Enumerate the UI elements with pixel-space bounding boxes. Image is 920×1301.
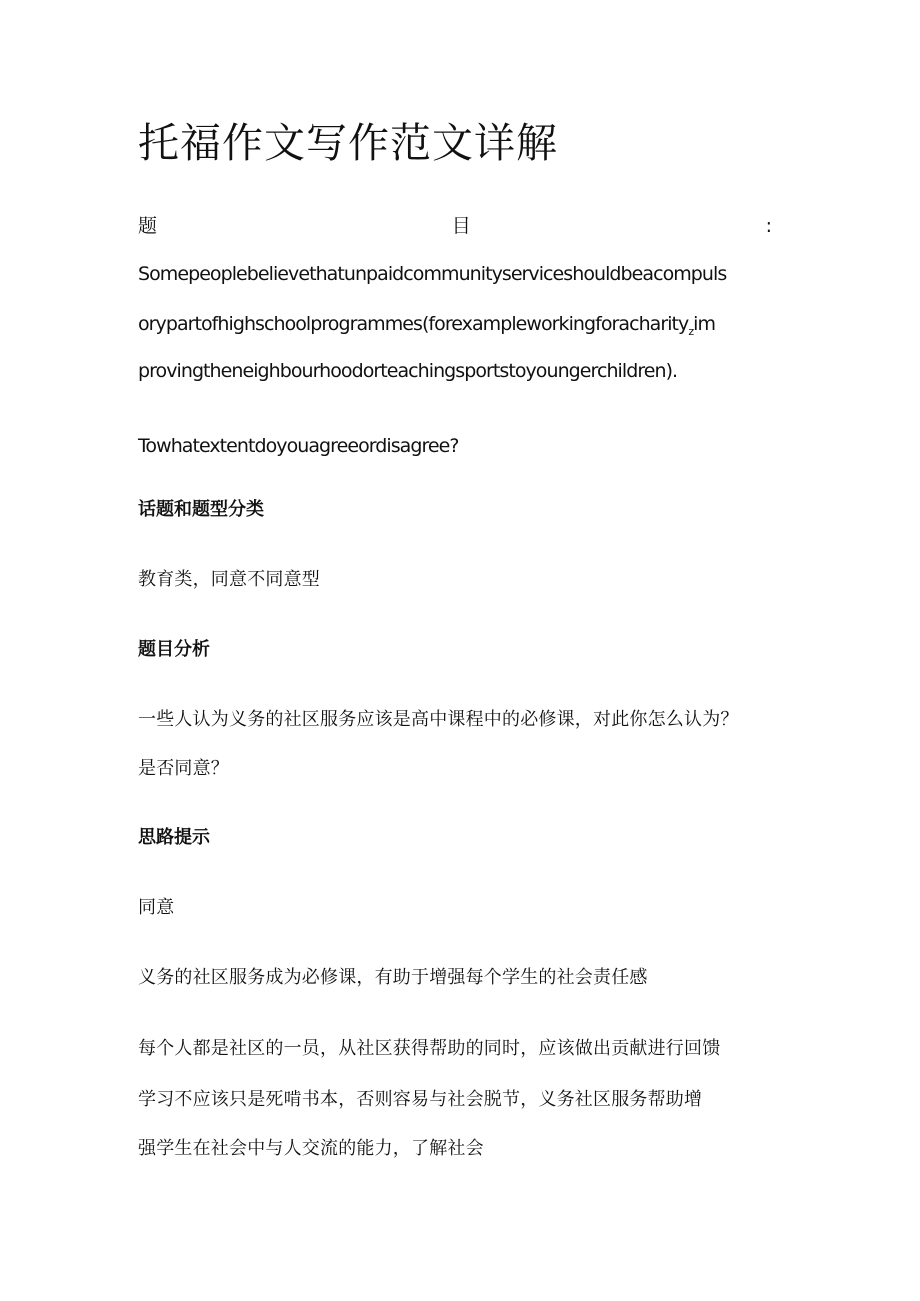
ideas-point-2: 每个人都是社区的一员，从社区获得帮助的同时，应该做出贡献进行回馈: [138, 1038, 721, 1059]
heading-topic-type: 话题和题型分类: [138, 499, 264, 520]
prompt-label: [138, 214, 772, 238]
prompt-line-3: provingtheneighbourhoodorteachingsportstoyoungerchildren).: [138, 360, 678, 382]
ideas-point-3-line-2: 强学生在社会中与人交流的能力，了解社会: [138, 1138, 484, 1159]
prompt-question: Towhatextentdoyouagreeordisagree?: [138, 435, 459, 457]
prompt-line-2-b: im: [693, 313, 716, 335]
prompt-line-2-a: orypartofhighschoolprogrammes(forexampleworkingforacharity: [138, 313, 689, 335]
ideas-point-3-line-1: 学习不应该只是死啃书本，否则容易与社会脱节，义务社区服务帮助增: [138, 1089, 703, 1110]
prompt-label-colon: :: [765, 215, 772, 237]
ideas-point-1: 义务的社区服务成为必修课，有助于增强每个学生的社会责任感: [138, 967, 648, 988]
prompt-label-char2: 目: [451, 215, 471, 237]
page-title: 托福作文写作范文详解: [138, 119, 558, 167]
prompt-line-2: [138, 312, 715, 344]
prompt-label-char1: 题: [138, 215, 158, 237]
analysis-line-2: 是否同意？: [138, 758, 229, 779]
prompt-line-1: Somepeoplebelievethatunpaidcommunityserviceshouldbeacompuls: [138, 263, 727, 285]
ideas-stance: 同意: [138, 897, 175, 918]
prompt-line-2-sub: z: [688, 324, 694, 338]
heading-analysis: 题目分析: [138, 639, 210, 660]
analysis-line-1: 一些人认为义务的社区服务应该是高中课程中的必修课，对此你怎么认为？: [138, 709, 739, 730]
topic-type-body: 教育类，同意不同意型: [138, 569, 320, 590]
heading-ideas: 思路提示: [138, 827, 210, 848]
